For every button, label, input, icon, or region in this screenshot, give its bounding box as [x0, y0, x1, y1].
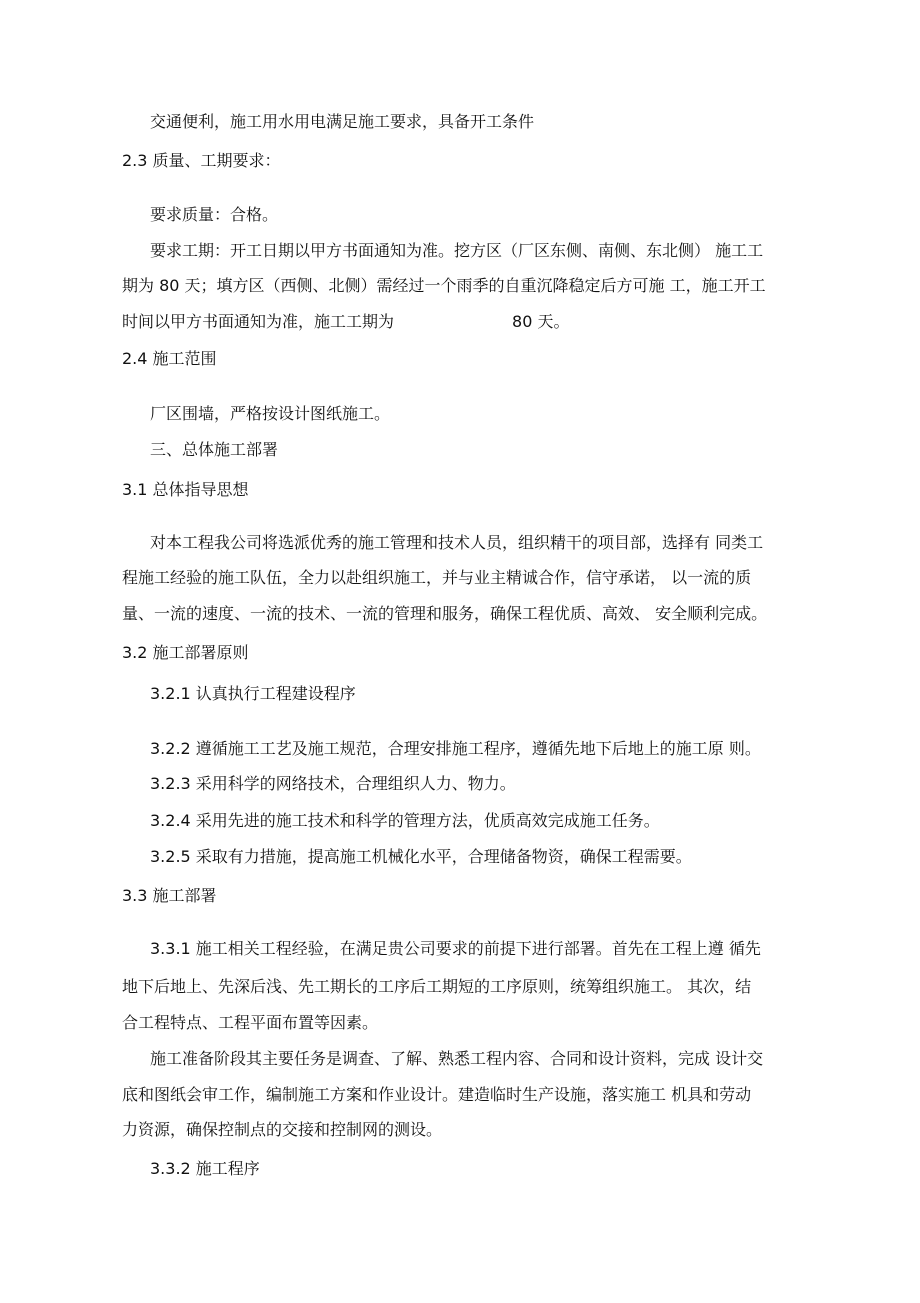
- paragraph-line: [122, 311, 569, 333]
- paragraph-text: 时间以甲方书面通知为准，施工工期为: [122, 312, 395, 331]
- paragraph-line: 交通便利，施工用水用电满足施工要求，具备开工条件: [150, 112, 535, 131]
- paragraph-line: 期为 80 天；填方区（西侧、北侧）需经过一个雨季的自重沉降稳定后方可施 工，施工开工: [122, 276, 766, 295]
- paragraph-line: 对本工程我公司将选派优秀的施工管理和技术人员，组织精干的项目部，选择有 同类工: [150, 533, 764, 552]
- paragraph-line: 力资源，确保控制点的交接和控制网的测设。: [122, 1120, 443, 1139]
- paragraph-line: 地下后地上、先深后浅、先工期长的工序后工期短的工序原则，统筹组织施工。 其次，结: [122, 977, 752, 996]
- paragraph-text: 80 天。: [512, 312, 570, 331]
- paragraph-line: 要求工期：开工日期以甲方书面通知为准。挖方区（厂区东侧、南侧、东北侧） 施工工: [150, 241, 764, 260]
- paragraph-line: 程施工经验的施工队伍，全力以赴组织施工，并与业主精诚合作，信守承诺， 以一流的质: [122, 568, 752, 587]
- chapter-heading: 三、总体施工部署: [150, 440, 279, 459]
- paragraph-line: 施工准备阶段其主要任务是调查、了解、熟悉工程内容、合同和设计资料，完成 设计交: [150, 1049, 764, 1068]
- section-heading: 3.2 施工部署原则: [122, 643, 249, 662]
- section-heading: 3.3 施工部署: [122, 886, 217, 905]
- list-item: 3.2.5 采取有力措施，提高施工机械化水平，合理储备物资，确保工程需要。: [150, 847, 692, 866]
- list-item: 3.3.2 施工程序: [150, 1159, 260, 1178]
- list-item: 3.2.3 采用科学的网络技术，合理组织人力、物力。: [150, 774, 516, 793]
- paragraph-line: 底和图纸会审工作，编制施工方案和作业设计。建造临时生产设施，落实施工 机具和劳动: [122, 1085, 752, 1104]
- paragraph-line: 量、一流的速度、一流的技术、一流的管理和服务，确保工程优质、高效、 安全顺利完成。: [122, 604, 768, 623]
- paragraph-line: 合工程特点、工程平面布置等因素。: [122, 1013, 379, 1032]
- section-heading: 2.4 施工范围: [122, 349, 217, 368]
- section-heading: 2.3 质量、工期要求：: [122, 151, 281, 170]
- list-item: 3.2.4 采用先进的施工技术和科学的管理方法，优质高效完成施工任务。: [150, 811, 660, 830]
- section-heading: 3.1 总体指导思想: [122, 480, 249, 499]
- paragraph-line: 厂区围墙，严格按设计图纸施工。: [150, 404, 391, 423]
- list-item: 3.2.1 认真执行工程建设程序: [150, 684, 356, 703]
- paragraph-line: 3.3.1 施工相关工程经验，在满足贵公司要求的前提下进行部署。首先在工程上遵 循先: [150, 939, 761, 958]
- list-item: 3.2.2 遵循施工工艺及施工规范，合理安排施工程序，遵循先地下后地上的施工原 则。: [150, 739, 761, 758]
- paragraph-line: 要求质量：合格。: [150, 205, 279, 224]
